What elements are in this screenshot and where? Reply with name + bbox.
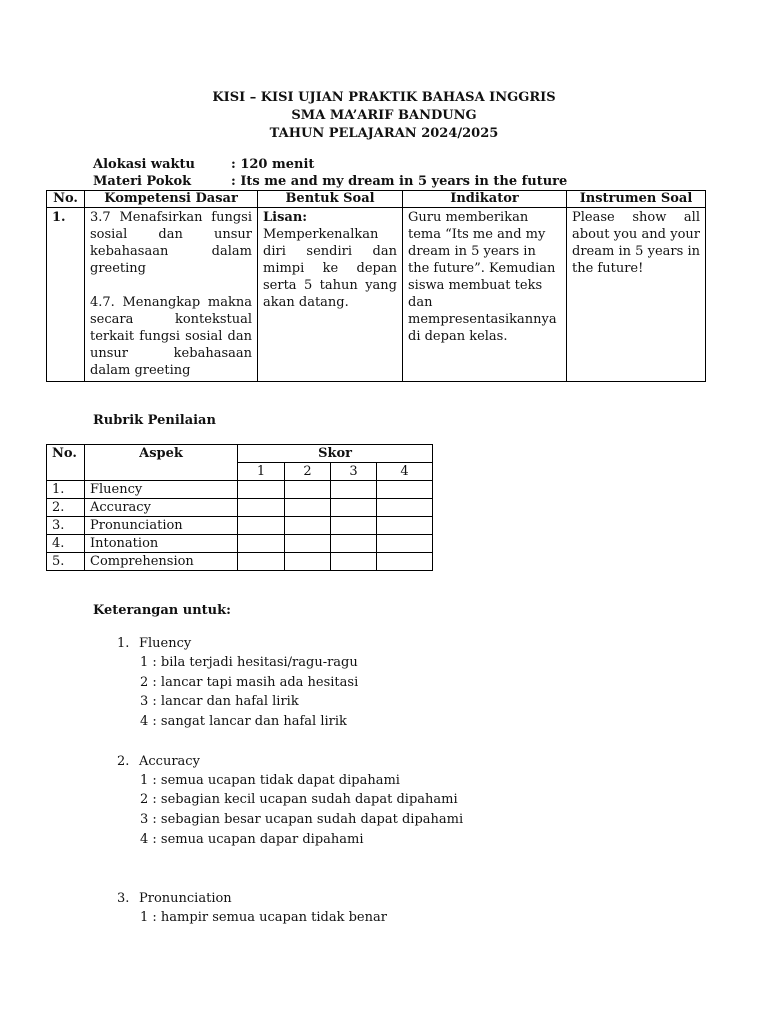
score-cell (377, 553, 433, 571)
cell-indikator: Guru memberikan tema “Its me and my dream in 5 years in the future”. Kemudian siswa membuat teks dan mempresentasikannya di depan kelas. (403, 208, 567, 382)
score-cell (331, 481, 377, 499)
kd-item-1: 3.7 Menafsirkan fungsi sosial dan unsur kebahasaan dalam greeting (90, 210, 252, 276)
col-header-indikator: Indikator (403, 191, 567, 208)
cell-kompetensi (85, 208, 258, 382)
score-cell (285, 481, 331, 499)
score-cell (285, 553, 331, 571)
col-header-no: No. (47, 191, 85, 208)
rubrik-aspek: Fluency (85, 481, 238, 499)
title-line-2: SMA MA’ARIF BANDUNG (291, 108, 477, 123)
score-cell (238, 535, 285, 553)
table-row (47, 535, 433, 553)
rubrik-aspek: Pronunciation (85, 517, 238, 535)
materi-value: : Its me and my dream in 5 years in the future (231, 174, 568, 189)
col-header-bentuk: Bentuk Soal (258, 191, 403, 208)
score-cell (377, 517, 433, 535)
score-cell (377, 535, 433, 553)
score-4: 4 (377, 463, 433, 481)
score-cell (238, 481, 285, 499)
rubrik-header-row (47, 445, 433, 463)
score-cell (285, 499, 331, 517)
score-cell (238, 499, 285, 517)
rubrik-table (46, 444, 433, 571)
rubrik-no: 4. (47, 535, 85, 553)
table-row (47, 481, 433, 499)
table-row (47, 553, 433, 571)
rubrik-header-aspek: Aspek (85, 445, 238, 481)
rubrik-header-no: No. (47, 445, 85, 481)
group-name: Pronunciation (139, 890, 232, 906)
list-item (117, 889, 463, 928)
group-name: Accuracy (139, 753, 200, 769)
score-1: 1 (238, 463, 285, 481)
criterion: 2 : lancar tapi masih ada hesitasi (140, 674, 359, 690)
list-item (117, 634, 463, 732)
cell-bentuk (258, 208, 403, 382)
group-name: Fluency (139, 636, 192, 651)
rubrik-no: 3. (47, 517, 85, 535)
score-2: 2 (285, 463, 331, 481)
score-cell (331, 517, 377, 535)
score-cell (238, 517, 285, 535)
rubrik-aspek: Comprehension (85, 553, 238, 571)
bentuk-title: Lisan: (263, 210, 308, 225)
rubrik-title: Rubrik Penilaian (93, 413, 216, 428)
group-number: 2. (117, 753, 130, 769)
criterion: 1 : bila terjadi hesitasi/ragu-ragu (140, 655, 358, 670)
alokasi-label: Alokasi waktu (93, 157, 195, 172)
score-cell (377, 499, 433, 517)
keterangan-list (117, 634, 463, 947)
rubrik-header-skor: Skor (238, 445, 433, 463)
criterion: 1 : semua ucapan tidak dapat dipahami (140, 772, 400, 788)
criterion: 3 : sebagian besar ucapan sudah dapat dipahami (140, 812, 464, 828)
kd-item-2: 4.7. Menangkap makna secara kontekstual terkait fungsi sosial dan unsur kebahasaan dalam greeting (90, 295, 252, 378)
score-cell (285, 535, 331, 553)
materi-label: Materi Pokok (93, 174, 192, 189)
criterion: 3 : lancar dan hafal lirik (140, 694, 299, 710)
cell-no: 1. (47, 208, 85, 382)
rubrik-no: 2. (47, 499, 85, 517)
col-header-kompetensi: Kompetensi Dasar (85, 191, 258, 208)
rubrik-no: 1. (47, 481, 85, 499)
score-3: 3 (331, 463, 377, 481)
alokasi-row (93, 156, 567, 173)
alokasi-value: : 120 menit (231, 157, 315, 172)
criterion: 4 : semua ucapan dapar dipahami (140, 831, 364, 847)
group-number: 1. (117, 636, 130, 651)
score-cell (331, 553, 377, 571)
title-line-1: KISI – KISI UJIAN PRAKTIK BAHASA INGGRIS (212, 90, 556, 105)
criterion: 1 : hampir semua ucapan tidak benar (140, 909, 387, 925)
keterangan-title: Keterangan untuk: (93, 603, 231, 618)
group-number: 3. (117, 890, 130, 906)
score-cell (285, 517, 331, 535)
list-item (117, 752, 463, 850)
table-row (47, 208, 706, 382)
rubrik-aspek: Intonation (85, 535, 238, 553)
kisi-header-row (47, 191, 706, 208)
rubrik-no: 5. (47, 553, 85, 571)
kisi-table (46, 190, 706, 382)
document-title (0, 89, 768, 143)
score-cell (331, 535, 377, 553)
score-cell (238, 553, 285, 571)
criterion: 2 : sebagian kecil ucapan sudah dapat dipahami (140, 792, 458, 808)
score-cell (377, 481, 433, 499)
cell-instrumen: Please show all about you and your dream in 5 years in the future! (567, 208, 706, 382)
title-line-3: TAHUN PELAJARAN 2024/2025 (269, 126, 499, 141)
rubrik-aspek: Accuracy (85, 499, 238, 517)
score-cell (331, 499, 377, 517)
materi-row (93, 173, 567, 190)
exam-meta (93, 156, 567, 190)
col-header-instrumen: Instrumen Soal (567, 191, 706, 208)
table-row (47, 517, 433, 535)
table-row (47, 499, 433, 517)
criterion: 4 : sangat lancar dan hafal lirik (140, 714, 347, 730)
bentuk-text: Memperkenalkan diri sendiri dan mimpi ke depan serta 5 tahun yang akan datang. (263, 227, 397, 310)
